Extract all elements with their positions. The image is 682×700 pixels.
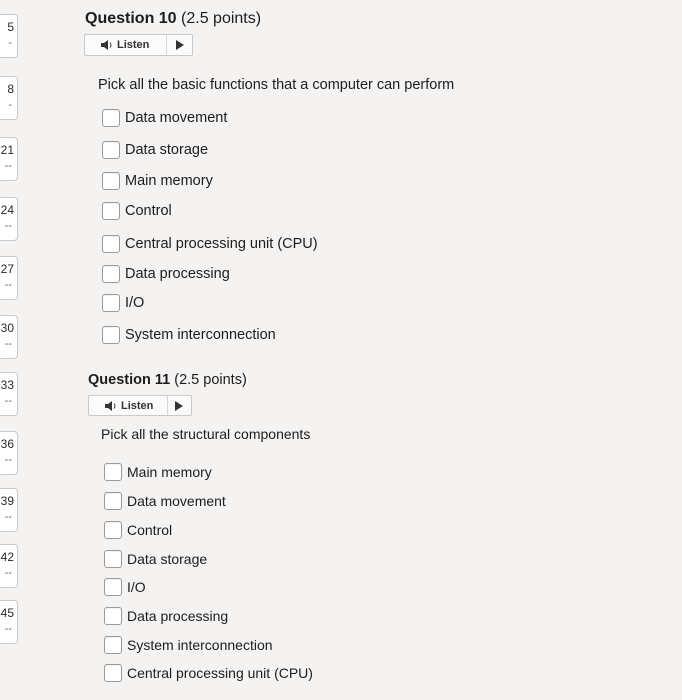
option-main-memory[interactable] <box>102 172 213 190</box>
option-label: Central processing unit (CPU) <box>125 236 318 252</box>
option-label: Control <box>125 203 172 219</box>
option-system-interconnection[interactable] <box>102 326 276 344</box>
question-points: (2.5 points) <box>174 372 247 388</box>
checkbox[interactable] <box>102 235 120 253</box>
nav-item-status: -- <box>4 623 12 635</box>
option-data-processing[interactable] <box>102 265 230 283</box>
checkbox[interactable] <box>104 578 122 596</box>
question-points: (2.5 points) <box>181 10 262 27</box>
nav-item-number: 8 <box>7 82 14 96</box>
question-number: Question 10 <box>85 10 177 27</box>
option-label: Data processing <box>127 608 229 624</box>
nav-item-status: -- <box>4 160 12 172</box>
nav-item-number: 39 <box>0 494 14 508</box>
listen-button[interactable] <box>89 396 168 415</box>
nav-item-number: 45 <box>0 606 14 620</box>
checkbox[interactable] <box>102 172 120 190</box>
option-label: Data storage <box>125 142 209 158</box>
nav-item-number: 5 <box>7 20 14 34</box>
nav-item-30[interactable] <box>0 315 18 359</box>
nav-item-status: -- <box>4 338 12 350</box>
play-button[interactable] <box>168 396 191 415</box>
nav-item-36[interactable] <box>0 431 18 475</box>
option-data-movement[interactable] <box>104 492 226 510</box>
nav-item-status: -- <box>4 454 12 466</box>
option-label: I/O <box>125 295 145 311</box>
option-control[interactable] <box>104 521 172 539</box>
question-prompt: Pick all the basic functions that a computer can perform <box>98 77 455 93</box>
listen-control <box>84 34 193 56</box>
nav-item-status: -- <box>4 395 12 407</box>
listen-button[interactable] <box>85 35 167 55</box>
nav-item-status: -- <box>4 567 12 579</box>
nav-item-8[interactable] <box>0 76 18 120</box>
option-label: Data processing <box>125 266 230 282</box>
nav-item-status: -- <box>4 220 12 232</box>
question-title <box>85 10 261 28</box>
option-label: Data movement <box>127 493 226 509</box>
nav-item-21[interactable] <box>0 137 18 181</box>
nav-item-number: 30 <box>0 321 14 335</box>
checkbox[interactable] <box>104 550 122 568</box>
nav-item-number: 21 <box>0 143 14 157</box>
nav-item-status: - <box>8 99 12 111</box>
option-cpu[interactable] <box>104 664 313 682</box>
checkbox[interactable] <box>102 265 120 283</box>
question-navigator <box>0 0 20 700</box>
speaker-icon <box>101 40 113 50</box>
checkbox[interactable] <box>102 202 120 220</box>
nav-item-number: 24 <box>0 203 14 217</box>
checkbox[interactable] <box>104 664 122 682</box>
option-io[interactable] <box>102 294 144 312</box>
option-data-storage[interactable] <box>104 550 207 568</box>
option-cpu[interactable] <box>102 235 318 253</box>
nav-item-number: 27 <box>0 262 14 276</box>
checkbox[interactable] <box>104 521 122 539</box>
speaker-icon <box>105 401 117 411</box>
question-prompt: Pick all the structural components <box>101 426 311 442</box>
nav-item-27[interactable] <box>0 256 18 300</box>
play-icon <box>176 40 184 50</box>
listen-control <box>88 395 192 416</box>
nav-item-45[interactable] <box>0 600 18 644</box>
nav-item-status: -- <box>4 279 12 291</box>
nav-item-42[interactable] <box>0 544 18 588</box>
option-system-interconnection[interactable] <box>104 636 273 654</box>
listen-label: Listen <box>117 39 150 51</box>
option-data-storage[interactable] <box>102 141 208 159</box>
checkbox[interactable] <box>104 492 122 510</box>
nav-item-33[interactable] <box>0 372 18 416</box>
play-icon <box>175 401 183 411</box>
option-control[interactable] <box>102 202 172 220</box>
option-label: System interconnection <box>127 637 273 653</box>
option-label: Main memory <box>127 464 212 480</box>
listen-label: Listen <box>121 399 154 412</box>
option-label: I/O <box>127 579 146 595</box>
question-title <box>88 372 247 388</box>
option-data-movement[interactable] <box>102 109 227 127</box>
option-io[interactable] <box>104 578 146 596</box>
option-label: System interconnection <box>125 327 276 343</box>
question-number: Question 11 <box>88 372 171 388</box>
option-label: Main memory <box>125 173 213 189</box>
checkbox[interactable] <box>102 109 120 127</box>
checkbox[interactable] <box>102 294 120 312</box>
option-main-memory[interactable] <box>104 463 212 481</box>
checkbox[interactable] <box>104 636 122 654</box>
nav-item-number: 33 <box>0 378 14 392</box>
nav-item-5[interactable] <box>0 14 18 58</box>
option-data-processing[interactable] <box>104 607 228 625</box>
checkbox[interactable] <box>104 607 122 625</box>
option-label: Data storage <box>127 551 208 567</box>
checkbox[interactable] <box>104 463 122 481</box>
option-label: Data movement <box>125 110 228 126</box>
nav-item-status: - <box>8 37 12 49</box>
nav-item-number: 36 <box>0 437 14 451</box>
nav-item-39[interactable] <box>0 488 18 532</box>
checkbox[interactable] <box>102 141 120 159</box>
nav-item-24[interactable] <box>0 197 18 241</box>
option-label: Control <box>127 522 173 538</box>
play-button[interactable] <box>167 35 192 55</box>
nav-item-status: -- <box>4 511 12 523</box>
checkbox[interactable] <box>102 326 120 344</box>
option-label: Central processing unit (CPU) <box>127 665 313 681</box>
nav-item-number: 42 <box>0 550 14 564</box>
